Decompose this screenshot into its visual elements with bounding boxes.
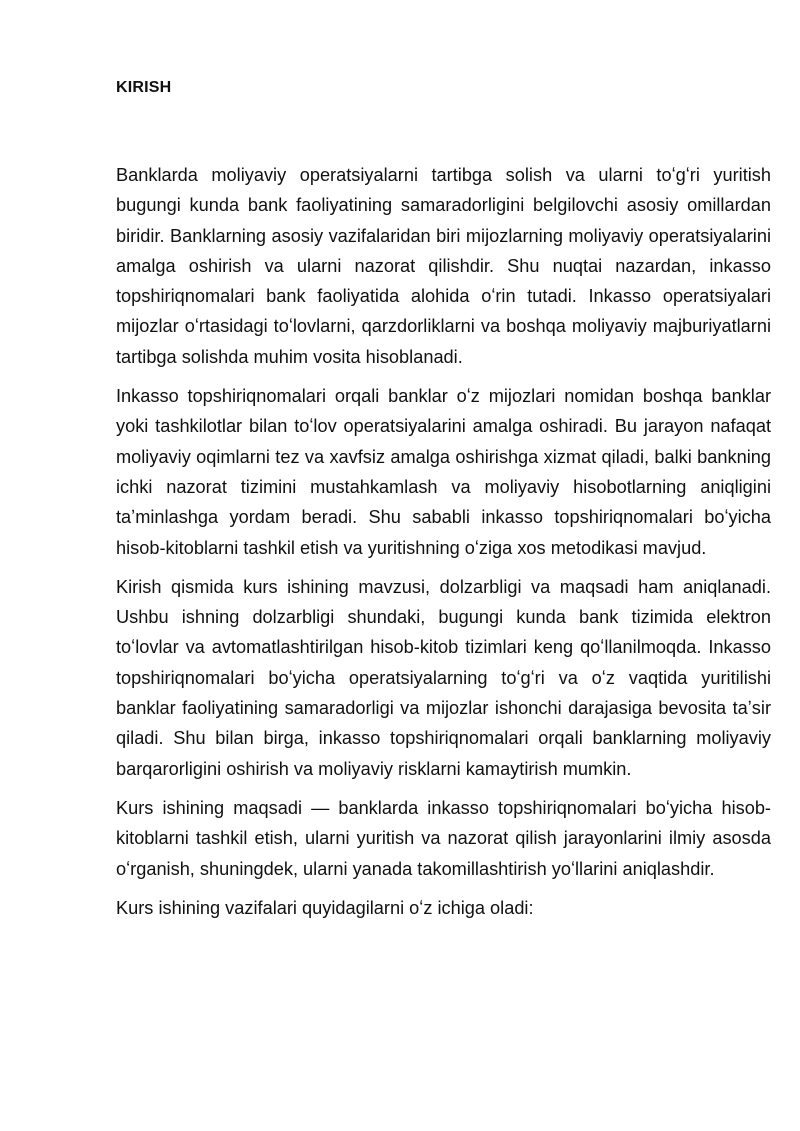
paragraph-introduction: Banklarda moliyaviy operatsiyalarni tartibga solish va ularni toʻgʻri yuritish bugungi kunda bank faoliyatining samaradorligini belgilovchi asosiy omillardan biridir. Banklarning asosiy vazifalaridan biri mijozlarning moliyaviy operatsiyalarini amalga oshirish va ularni nazorat qilishdir. Shu nuqtai nazardan, inkasso topshiriqnomalari bank faoliyatida alohida oʻrin tutadi. Inkasso operatsiyalari mijozlar oʻrtasidagi toʻlovlarni, qarzdorliklarni va boshqa moliyaviy majburiyatlarni tartibga solishda muhim vosita hisoblanadi. xyxy=(116,165,771,367)
paragraph-relevance: Kirish qismida kurs ishining mavzusi, dolzarbligi va maqsadi ham aniqlanadi. Ushbu ishning dolzarbligi shundaki, bugungi kunda bank tizimida elektron toʻlovlar va avtomatlashtirilgan hisob-kitob tizimlari keng qoʻllanilmoqda. Inkasso topshiriqnomalari boʻyicha operatsiyalarning toʻgʻri va oʻz vaqtida yuritilishi banklar faoliyatining samaradorligi va mijozlar ishonchi darajasiga bevosita taʼsir qiladi. Shu bilan birga, inkasso topshiriqnomalari orqali banklarning moliyaviy barqarorligini oshirish va moliyaviy risklarni kamaytirish mumkin. xyxy=(116,576,771,779)
document-body xyxy=(116,160,771,932)
paragraph-goal: Kurs ishining maqsadi — banklarda inkasso topshiriqnomalari boʻyicha hisob-kitoblarni tashkil etish, ularni yuritish va nazorat qilish jarayonlarini ilmiy asosda oʻrganish, shuningdek, ularni yanada takomillashtirish yoʻllarini aniqlashdir. xyxy=(116,797,771,879)
section-heading: KIRISH xyxy=(116,79,172,96)
paragraph-tasks-intro: Kurs ishining vazifalari quyidagilarni oʻz ichiga oladi: xyxy=(116,897,534,918)
paragraph-collection-orders: Inkasso topshiriqnomalari orqali banklar oʻz mijozlari nomidan boshqa banklar yoki tashkilotlar bilan toʻlov operatsiyalarini amalga oshiradi. Bu jarayon nafaqat moliyaviy oqimlarni tez va xavfsiz amalga oshirishga xizmat qiladi, balki bankning ichki nazorat tizimini mustahkamlash va moliyaviy hisobotlarning aniqligini taʼminlashga yordam beradi. Shu sababli inkasso topshiriqnomalari boʻyicha hisob-kitoblarni tashkil etish va yuritishning oʻziga xos metodikasi mavjud. xyxy=(116,386,771,558)
